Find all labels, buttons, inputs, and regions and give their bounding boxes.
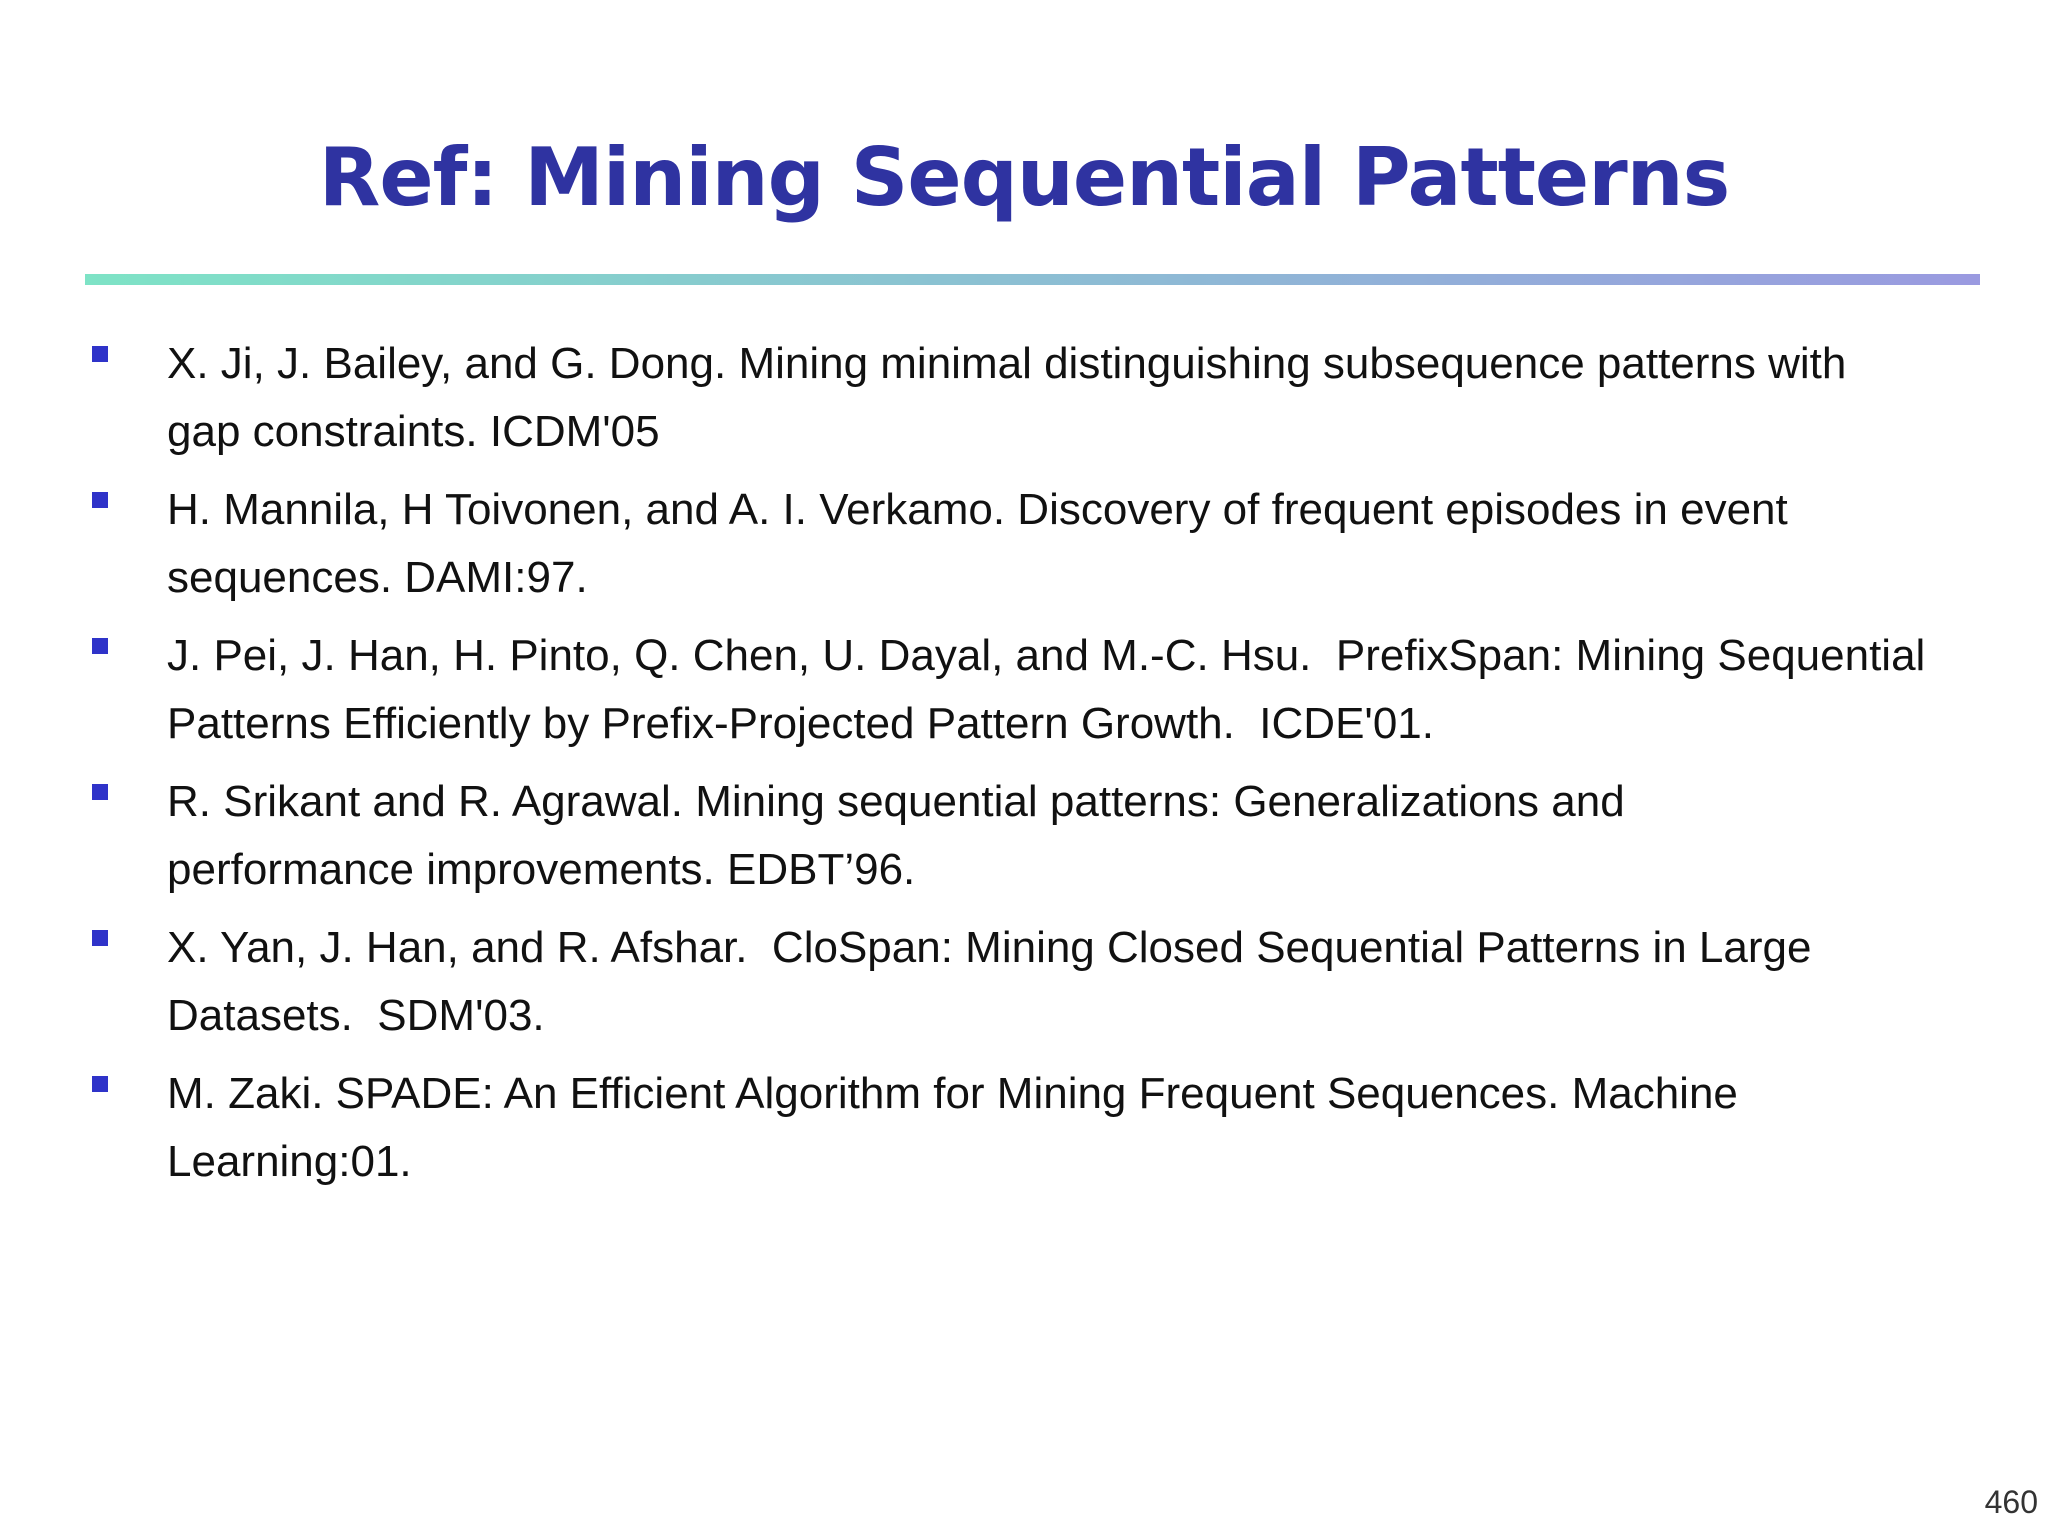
reference-line: H. Mannila, H Toivonen, and A. I. Verkamo. Discovery of frequent episodes in event — [167, 485, 1788, 534]
square-bullet-icon — [92, 638, 108, 654]
square-bullet-icon — [92, 784, 108, 800]
reference-text — [167, 914, 2007, 1050]
reference-line: R. Srikant and R. Agrawal. Mining sequential patterns: Generalizations and — [167, 777, 1625, 826]
title-divider — [85, 274, 1980, 285]
reference-line: gap constraints. ICDM'05 — [167, 407, 660, 456]
reference-line: Datasets. SDM'03. — [167, 991, 545, 1040]
reference-item — [0, 330, 2048, 476]
reference-line: Patterns Efficiently by Prefix-Projected Pattern Growth. ICDE'01. — [167, 699, 1434, 748]
reference-item — [0, 622, 2048, 768]
reference-item — [0, 768, 2048, 914]
reference-line: X. Ji, J. Bailey, and G. Dong. Mining minimal distinguishing subsequence patterns with — [167, 339, 1847, 388]
square-bullet-icon — [92, 1076, 108, 1092]
reference-line: performance improvements. EDBT’96. — [167, 845, 916, 894]
reference-text — [167, 1060, 2007, 1196]
reference-line: J. Pei, J. Han, H. Pinto, Q. Chen, U. Dayal, and M.-C. Hsu. PrefixSpan: Mining Sequential — [167, 631, 1926, 680]
reference-line: M. Zaki. SPADE: An Efficient Algorithm for Mining Frequent Sequences. Machine — [167, 1069, 1738, 1118]
reference-item — [0, 476, 2048, 622]
square-bullet-icon — [92, 492, 108, 508]
reference-line: X. Yan, J. Han, and R. Afshar. CloSpan: Mining Closed Sequential Patterns in Large — [167, 923, 1812, 972]
reference-line: sequences. DAMI:97. — [167, 553, 588, 602]
reference-text — [167, 330, 2007, 466]
reference-item — [0, 914, 2048, 1060]
reference-item — [0, 1060, 2048, 1206]
reference-line: Learning:01. — [167, 1137, 412, 1186]
square-bullet-icon — [92, 930, 108, 946]
reference-list — [0, 330, 2048, 1206]
reference-text — [167, 622, 2007, 758]
square-bullet-icon — [92, 346, 108, 362]
reference-text — [167, 768, 2007, 904]
slide-title: Ref: Mining Sequential Patterns — [318, 131, 1730, 224]
reference-text — [167, 476, 2007, 612]
page-number: 460 — [1984, 1484, 2038, 1520]
